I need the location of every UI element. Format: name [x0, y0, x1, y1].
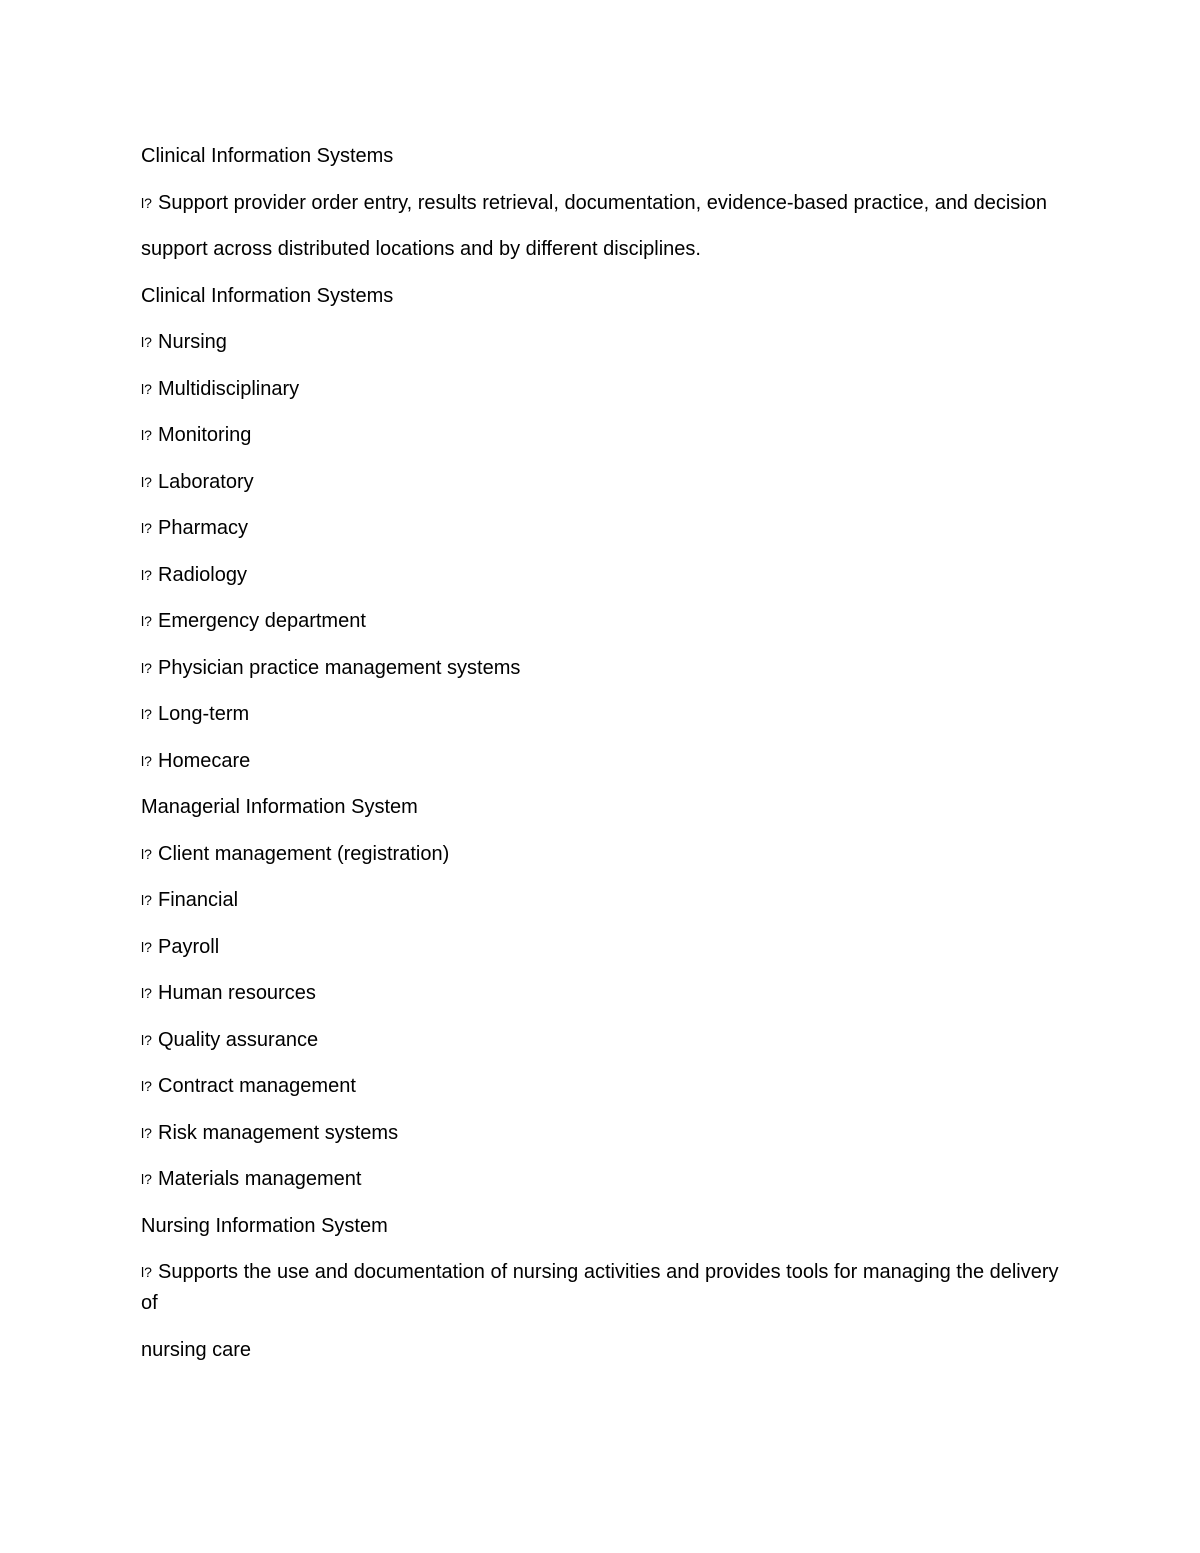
bullet-line: [141, 606, 1071, 637]
line-text: Risk management systems: [158, 1121, 399, 1144]
paragraph-line: [141, 234, 1071, 265]
bullet-line: [141, 1025, 1071, 1056]
bullet-glyph-icon: l?: [141, 1171, 152, 1187]
section-heading-clinical-2: [141, 281, 1071, 312]
section-heading-clinical: [141, 141, 1071, 172]
section-heading-nursing: [141, 1211, 1071, 1242]
line-text: Nursing: [158, 331, 227, 353]
line-text: Supports the use and documentation of nursing activities and provides tools for managing the delivery of: [141, 1261, 1059, 1314]
line-text: Physician practice management systems: [158, 656, 521, 679]
line-text: Contract management: [158, 1075, 356, 1097]
line-text: Financial: [158, 889, 239, 911]
bullet-glyph-icon: l?: [141, 520, 152, 536]
line-text: Multidisciplinary: [158, 377, 300, 400]
line-text: Emergency department: [158, 610, 366, 632]
bullet-glyph-icon: l?: [141, 659, 152, 676]
bullet-glyph-icon: l?: [141, 1124, 152, 1141]
bullet-line: [141, 1118, 1071, 1149]
line-text: Clinical Information Systems: [141, 284, 394, 307]
bullet-glyph-icon: l?: [141, 752, 152, 769]
bullet-line: [141, 1164, 1071, 1195]
line-text: Payroll: [158, 935, 220, 958]
line-text: support across distributed locations and by different disciplines.: [141, 238, 701, 260]
line-text: Monitoring: [158, 424, 252, 446]
bullet-line: [141, 699, 1071, 730]
bullet-glyph-icon: l?: [141, 938, 152, 955]
line-text: Managerial Information System: [141, 796, 418, 818]
line-text: Radiology: [158, 563, 247, 586]
bullet-line: [141, 746, 1071, 777]
bullet-glyph-icon: l?: [141, 473, 152, 490]
bullet-line: [141, 327, 1071, 358]
bullet-line: [141, 1257, 1071, 1319]
line-text: Human resources: [158, 982, 316, 1004]
bullet-line: [141, 560, 1071, 591]
bullet-line: [141, 467, 1071, 498]
bullet-line: [141, 513, 1071, 544]
document-body: [141, 141, 1071, 1381]
bullet-glyph-icon: l?: [141, 1078, 152, 1094]
bullet-glyph-icon: l?: [141, 1264, 152, 1280]
line-text: Laboratory: [158, 470, 254, 493]
line-text: Client management (registration): [158, 842, 450, 865]
section-heading-managerial: [141, 792, 1071, 823]
line-text: Nursing Information System: [141, 1214, 388, 1237]
bullet-line: [141, 420, 1071, 451]
bullet-glyph-icon: l?: [141, 892, 152, 908]
bullet-line: [141, 978, 1071, 1009]
bullet-glyph-icon: l?: [141, 334, 152, 350]
bullet-glyph-icon: l?: [141, 1031, 152, 1048]
line-text: Materials management: [158, 1168, 362, 1190]
bullet-line: [141, 932, 1071, 963]
bullet-line: [141, 1071, 1071, 1102]
line-text: Long-term: [158, 703, 250, 725]
bullet-glyph-icon: l?: [141, 845, 152, 862]
bullet-glyph-icon: l?: [141, 194, 152, 211]
bullet-glyph-icon: l?: [141, 427, 152, 443]
bullet-line: [141, 188, 1071, 219]
bullet-line: [141, 885, 1071, 916]
line-text: Homecare: [158, 749, 251, 772]
line-text: Quality assurance: [158, 1028, 319, 1051]
bullet-line: [141, 653, 1071, 684]
bullet-glyph-icon: l?: [141, 706, 152, 722]
line-text: nursing care: [141, 1338, 252, 1361]
bullet-glyph-icon: l?: [141, 380, 152, 397]
bullet-line: [141, 839, 1071, 870]
paragraph-line: [141, 1335, 1071, 1366]
bullet-glyph-icon: l?: [141, 613, 152, 629]
bullet-line: [141, 374, 1071, 405]
line-text: Support provider order entry, results retrieval, documentation, evidence-based practice, and decision: [158, 191, 1047, 214]
line-text: Pharmacy: [158, 517, 249, 539]
bullet-glyph-icon: l?: [141, 985, 152, 1001]
line-text: Clinical Information Systems: [141, 145, 394, 167]
bullet-glyph-icon: l?: [141, 566, 152, 583]
